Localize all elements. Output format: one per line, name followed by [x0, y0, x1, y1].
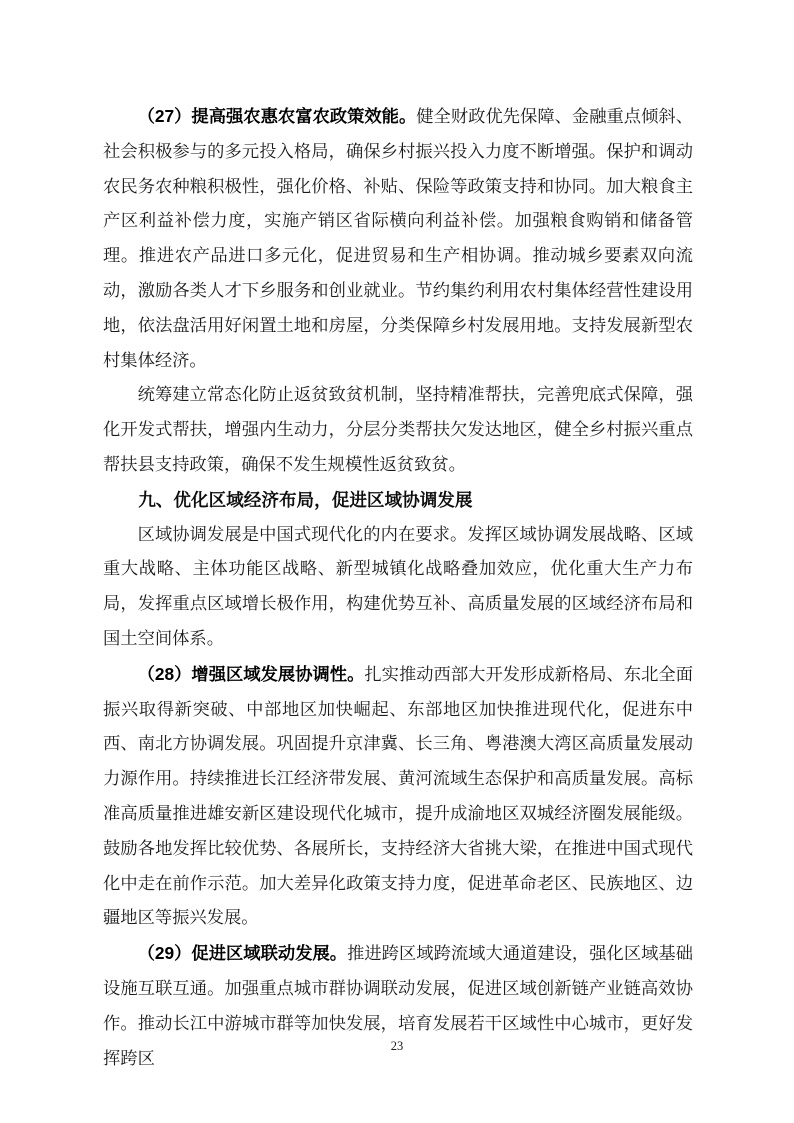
paragraph-region-intro-text: 区域协调发展是中国式现代化的内在要求。发挥区域协调发展战略、区域重大战略、主体功能区战略、新型城镇化战略叠加效应，优化重大生产力布局，发挥重点区域增长极作用，构建优势互补、高质量发展的区域经济布局和国土空间体系。: [103, 524, 693, 648]
paragraph-29: [103, 936, 693, 1076]
page-number: 23: [390, 1039, 404, 1053]
paragraph-27-text: 健全财政优先保障、金融重点倾斜、社会积极参与的多元投入格局，确保乡村振兴投入力度不断增强。保护和调动农民务农种粮积极性，强化价格、补贴、保险等政策支持和协同。加大粮食主产区利益补偿力度，实施产销区省际横向利益补偿。加强粮食购销和储备管理。推进农产品进口多元化，促进贸易和生产相协调。推动城乡要素双向流动，激励各类人才下乡服务和创业就业。节约集约利用农村集体经营性建设用地，依法盘活用好闲置土地和房屋，分类保障乡村发展用地。支持发展新型农村集体经济。: [103, 107, 693, 370]
paragraph-27: [103, 99, 693, 378]
page-content: [103, 99, 693, 1076]
paragraph-28: [103, 657, 693, 936]
paragraph-28-lead: （28）增强区域发展协调性。: [137, 663, 365, 684]
paragraph-29-text: 推进跨区域跨流域大通道建设，强化区域基础设施互联互通。加强重点城市群协调联动发展，促进区域创新链产业链高效协作。推动长江中游城市群等加快发展，培育发展若干区域性中心城市，更好发挥跨区: [103, 944, 693, 1068]
paragraph-29-lead: （29）促进区域联动发展。: [137, 943, 348, 964]
paragraph-27-lead: （27）提高强农惠农富农政策效能。: [137, 106, 417, 126]
paragraph-region-intro: [103, 518, 693, 657]
section-heading-nine: 九、优化区域经济布局，促进区域协调发展: [138, 489, 473, 510]
paragraph-poverty-relief: [103, 378, 693, 482]
paragraph-poverty-relief-text: 统筹建立常态化防止返贫致贫机制，坚持精准帮扶，完善兜底式保障，强化开发式帮扶，增强内生动力，分层分类帮扶欠发达地区，健全乡村振兴重点帮扶县支持政策，确保不发生规模性返贫致贫。: [103, 385, 693, 474]
paragraph-28-text: 扎实推动西部大开发形成新格局、东北全面振兴取得新突破、中部地区加快崛起、东部地区加快推进现代化，促进东中西、南北方协调发展。巩固提升京津冀、长三角、粤港澳大湾区高质量发展动力源作用。持续推进长江经济带发展、黄河流域生态保护和高质量发展。高标准高质量推进雄安新区建设现代化城市，提升成渝地区双城经济圈发展能级。鼓励各地发挥比较优势、各展所长，支持经济大省挑大梁，在推进中国式现代化中走在前作示范。加大差异化政策支持力度，促进革命老区、民族地区、边疆地区等振兴发展。: [103, 664, 693, 928]
